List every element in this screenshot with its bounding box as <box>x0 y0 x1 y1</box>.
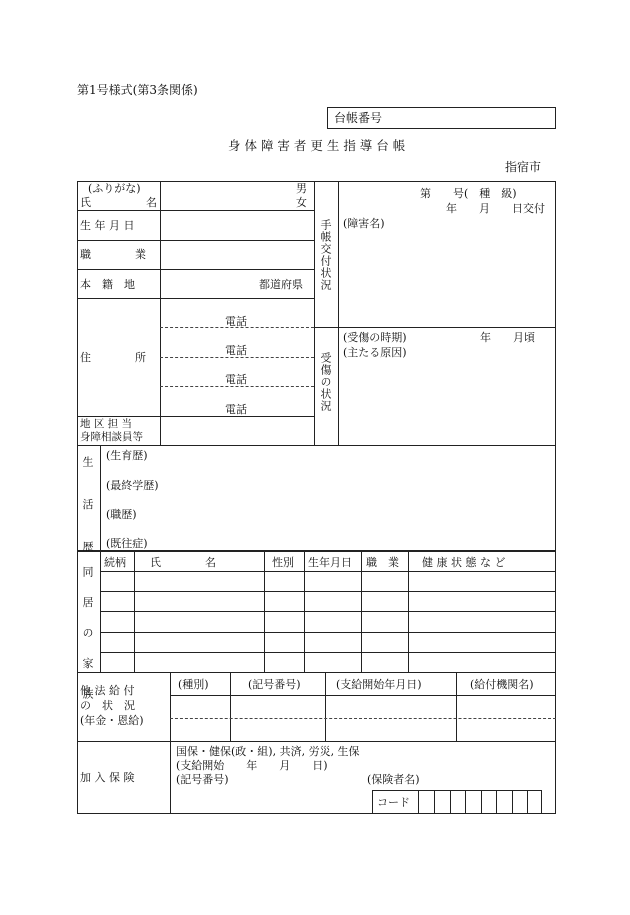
col-organization: (給付機関名) <box>470 678 534 691</box>
pension-label: (年金・恩給) <box>80 714 144 727</box>
register-number-label: 台帳番号 <box>334 111 383 125</box>
col-health: 健 康 状 態 な ど <box>422 556 506 569</box>
birth-date-label: 生 年 月 日 <box>80 219 135 232</box>
address-label: 住 所 <box>80 351 146 364</box>
life-history-label: 生 活 歴 <box>81 456 94 566</box>
col-relation: 続柄 <box>104 556 126 569</box>
injury-time-value: 年 月頃 <box>480 331 535 344</box>
disability-name-label: (障害名) <box>343 217 385 230</box>
phone-label: 電話 <box>225 315 247 328</box>
col-type: (種別) <box>178 678 209 691</box>
injury-time-label: (受傷の時期) <box>343 331 407 344</box>
phone-label: 電話 <box>225 373 247 386</box>
insurance-start: (支給開始 年 月 日) <box>176 759 328 772</box>
domicile-label: 本 籍 地 <box>80 278 135 291</box>
medical-history-label: (既往症) <box>106 537 148 550</box>
injury-cause-label: (主たる原因) <box>343 346 407 359</box>
male-option[interactable]: 男 <box>296 182 307 195</box>
other-benefits-label: 他 法 給 付 <box>80 684 135 697</box>
personal-info-frame <box>77 181 556 446</box>
city-name: 指宿市 <box>505 160 542 174</box>
occupation-label: 職 業 <box>80 248 146 261</box>
upbringing-label: (生育歴) <box>106 449 148 462</box>
other-benefits-status: の 状 況 <box>80 699 135 712</box>
col-job: 職 業 <box>366 556 399 569</box>
col-birth: 生年月日 <box>308 556 352 569</box>
col-sex: 性別 <box>272 556 294 569</box>
notebook-status-label: 手帳交付状況 <box>319 219 332 291</box>
code-label: コード <box>377 796 410 809</box>
district-label: 地 区 担 当 <box>80 418 133 430</box>
prefecture-label: 都道府県 <box>259 278 303 291</box>
phone-label: 電話 <box>225 344 247 357</box>
col-start-date: (支給開始年月日) <box>336 678 422 691</box>
insurance-symbol: (記号番号) <box>176 773 229 786</box>
col-symbol: (記号番号) <box>248 678 301 691</box>
education-label: (最終学歴) <box>106 479 159 492</box>
furigana-label: (ふりがな) <box>88 182 141 195</box>
phone-label: 電話 <box>225 403 247 416</box>
notebook-issue-date: 年 月 日交付 <box>446 202 545 215</box>
insurer-name-label: (保険者名) <box>367 773 420 786</box>
injury-status-label: 受傷の状況 <box>319 352 332 412</box>
name-label: 氏 名 <box>80 196 157 209</box>
life-history-frame <box>77 445 556 551</box>
career-label: (職歴) <box>106 508 137 521</box>
col-name: 氏 名 <box>150 556 216 569</box>
page-title: 身 体 障 害 者 更 生 指 導 台 帳 <box>228 138 406 153</box>
counselor-label: 身障相談員等 <box>80 431 143 443</box>
register-number-box[interactable] <box>327 107 556 129</box>
insurance-types: 国保・健保(政・組), 共済, 労災, 生保 <box>176 745 360 758</box>
female-option[interactable]: 女 <box>296 196 307 209</box>
family-label: 同 居 の 家 族 <box>81 566 94 707</box>
insurance-label: 加 入 保 険 <box>80 771 135 784</box>
notebook-number: 第 号( 種 級) <box>420 187 517 200</box>
form-number: 第1号様式(第3条関係) <box>77 83 198 97</box>
family-table <box>77 551 556 673</box>
